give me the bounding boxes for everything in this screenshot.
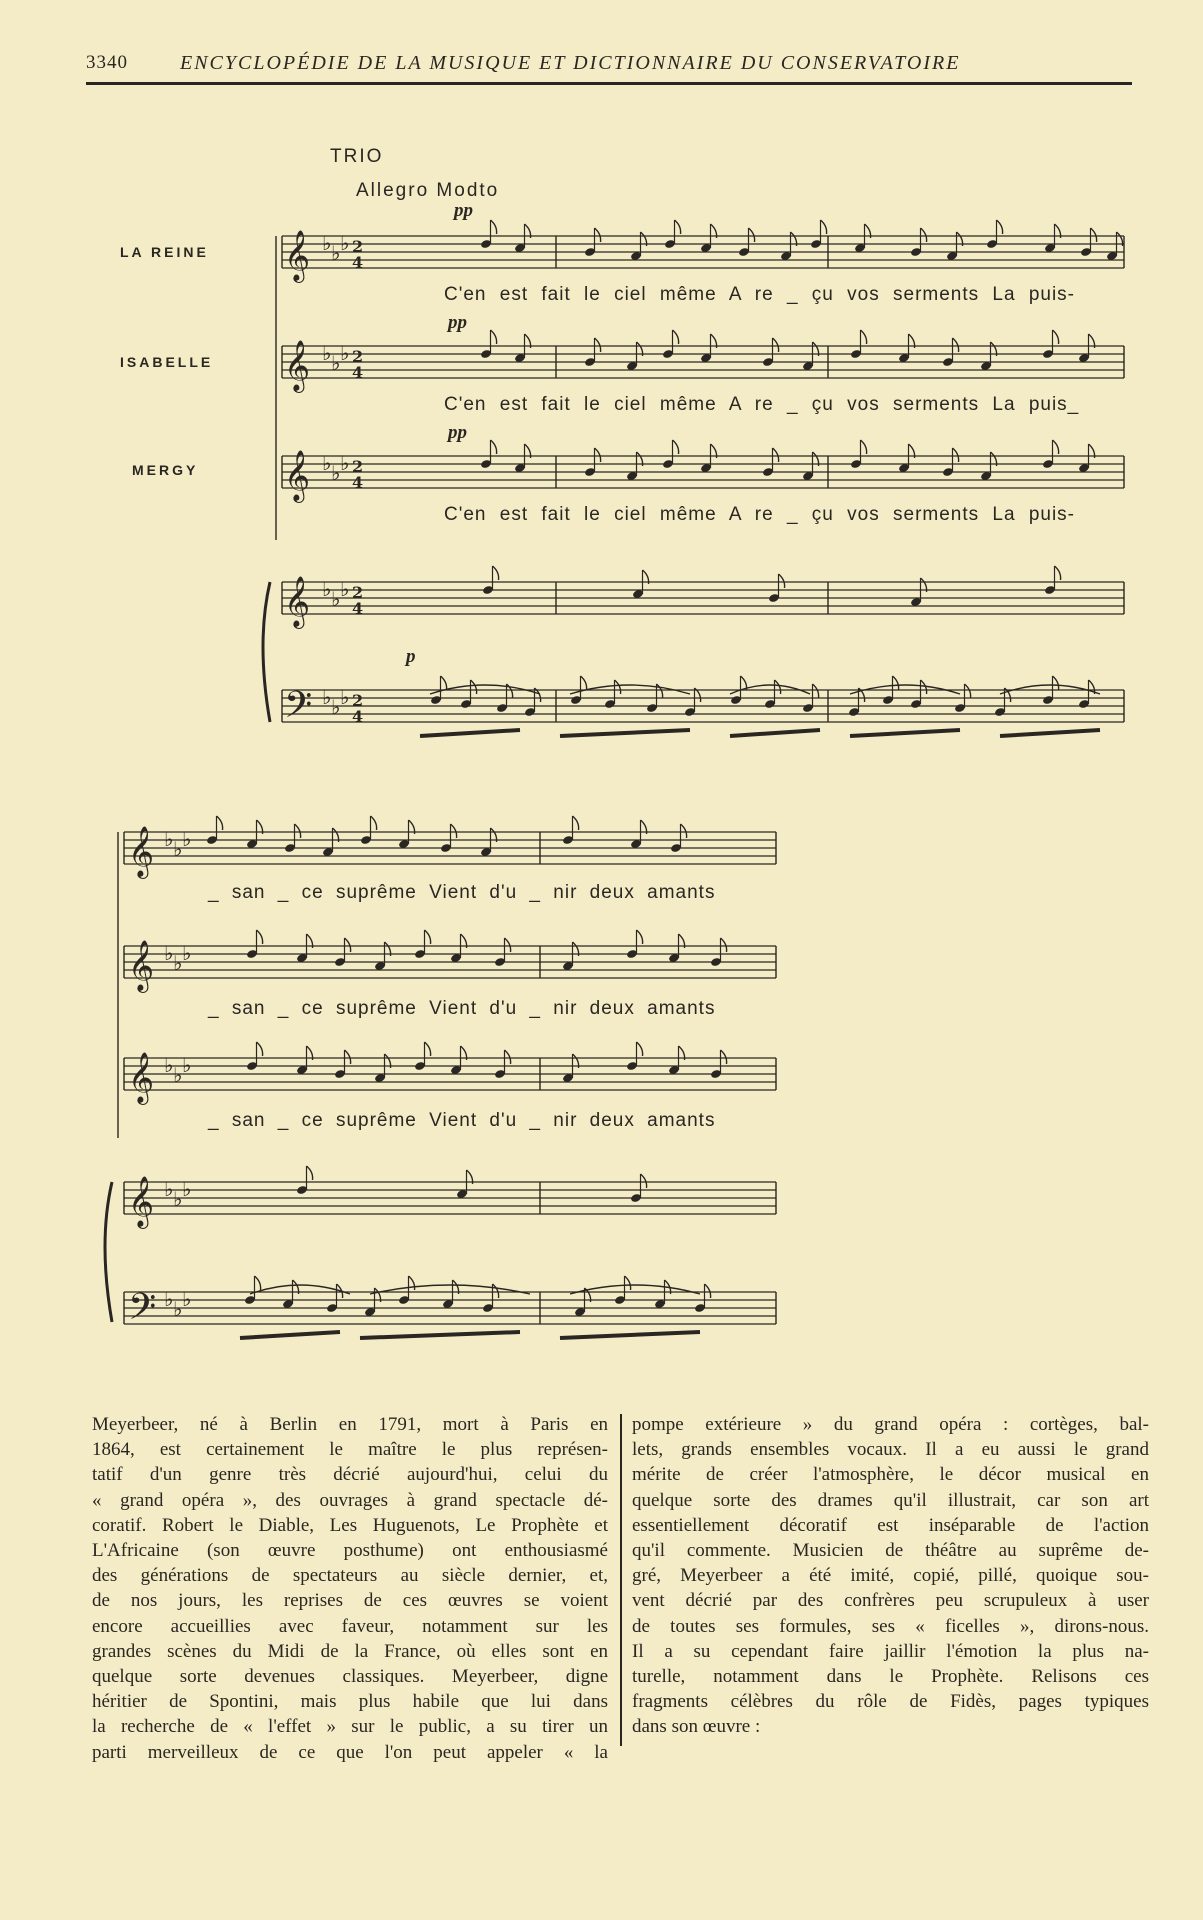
text-line: L'Africaine (son œuvre posthume) ont enthousiasmé [92,1540,608,1562]
text-line: encore accueillies avec faveur, notamment sur les [92,1615,608,1637]
flat-sign: ♭ [173,951,183,975]
piano-brace-icon [105,1182,112,1322]
flat-sign: ♭ [173,1297,183,1321]
flat-sign: ♭ [164,1053,174,1077]
text-line: essentiellement décoratif est inséparable de l'action [632,1514,1149,1536]
text-line: turelle, notamment dans le Prophète. Relisons ces [632,1666,1149,1688]
piano-rh-note-flag [779,574,785,588]
mergy-note-flag [595,448,601,462]
isabelle-s2-note-flag [345,938,351,952]
flat-sign: ♭ [340,451,350,475]
lyrics-mergy-system2: _ san _ ce suprême Vient d'u _ nir deux amants [208,1110,716,1131]
text-line: dans son œuvre : [632,1716,761,1738]
flat-sign: ♭ [182,1287,192,1311]
treble-clef-icon: 𝄞 [128,1052,155,1103]
flat-sign: ♭ [322,577,332,601]
flat-sign: ♭ [173,1187,183,1211]
reine-note-flag [595,228,601,242]
flat-sign: ♭ [173,837,183,861]
text-line: gré, Meyerbeer a été imité, copié, pillé, quoique sou- [632,1565,1149,1587]
beam [420,730,520,736]
isabelle-note-flag [953,338,959,352]
beam [560,1332,700,1338]
text-line: lets, grands ensembles vocaux. Il a eu aussi le grand [632,1439,1149,1461]
mergy-s2-note-flag [345,1050,351,1064]
mergy-s2-note-flag [505,1050,511,1064]
treble-clef-icon: 𝄞 [284,340,311,391]
beam [360,1332,520,1338]
mergy-s2-note-flag [721,1050,727,1064]
time-signature-bottom: 4 [352,363,364,382]
flat-sign: ♭ [331,241,341,265]
time-signature-bottom: 4 [352,599,364,618]
text-line: de nos jours, les reprises de ces œuvres se voient [92,1590,608,1612]
piano-lh-s2-note-flag [625,1276,631,1290]
beam [850,730,960,736]
treble-clef-icon: 𝄞 [284,450,311,501]
reine-note-flag [749,228,755,242]
text-line: des générations de spectateurs au siècle dernier, et, [92,1565,608,1587]
text-line: grandes scènes du Midi de la France, où elles sont en [92,1640,608,1662]
time-signature-bottom: 4 [352,253,364,272]
piano-lh-note-flag [965,684,971,698]
reine-note-flag [821,220,827,234]
text-line: mérite de créer l'atmosphère, le décor musical en [632,1464,1149,1486]
flat-sign: ♭ [322,231,332,255]
flat-sign: ♭ [182,1053,192,1077]
dynamic-pp-isabelle: pp [448,312,467,333]
flat-sign: ♭ [331,587,341,611]
text-column-right [632,1412,1149,1740]
flat-sign: ♭ [340,577,350,601]
flat-sign: ♭ [322,341,332,365]
piano-rh-note-flag [1055,566,1061,580]
piece-title: TRIO [330,146,384,167]
text-line: la recherche de « l'effet » sur le public, a su tirer un [92,1716,608,1738]
isabelle-s2-note-flag [721,938,727,952]
time-signature-top: 2 [352,583,364,602]
piano-lh-note-flag [441,676,447,690]
text-line: 1864, est certainement le maître le plus représen- [92,1439,608,1461]
lyrics-reine-system1: C'en est fait le ciel même A re _ çu vos serments La puis- [444,284,1076,305]
piano-lh-note-flag [657,684,663,698]
beam [1000,730,1100,736]
reine-s2-note-flag [217,816,223,830]
text-line: vent décrié par des confrères peu scrupuleux à user [632,1590,1149,1612]
mergy-note-flag [491,440,497,454]
piano-lh-note-flag [813,684,819,698]
text-line: coratif. Robert le Diable, Les Huguenots, Le Prophète et [92,1514,608,1536]
text-line: héritier de Spontini, mais plus habile que lui dans [92,1691,608,1713]
beam [730,730,820,736]
beam [560,730,690,736]
isabelle-s2-note-flag [257,930,263,944]
time-signature-top: 2 [352,691,364,710]
column-divider [620,1414,622,1746]
reine-s2-note-flag [451,824,457,838]
bass-clef-icon: 𝄢 [284,684,313,735]
dynamic-pp-mergy: pp [448,422,467,443]
reine-s2-note-flag [681,824,687,838]
flat-sign: ♭ [322,451,332,475]
mergy-note-flag [673,440,679,454]
dynamic-p-piano: p [406,646,416,667]
piano-brace-icon [263,582,270,722]
text-line: de toutes ses formules, ses « ficelles », dirons-nous. [632,1615,1149,1637]
isabelle-note-flag [773,338,779,352]
text-line: quelque sorte des drames qu'il illustrait, car son art [632,1489,1149,1511]
text-line: tatif d'un genre très décrié aujourd'hui, celui du [92,1464,608,1486]
flat-sign: ♭ [182,1177,192,1201]
mergy-note-flag [861,440,867,454]
flat-sign: ♭ [340,341,350,365]
treble-clef-icon: 𝄞 [128,1176,155,1227]
piano-rh-s2-note-flag [307,1166,313,1180]
text-line: Il a su cependant faire jaillir l'émotion la plus na- [632,1640,1149,1662]
piano-rh-s2-note-flag [641,1174,647,1188]
reine-note-flag [997,220,1003,234]
reine-note-flag [675,220,681,234]
flat-sign: ♭ [331,695,341,719]
isabelle-note-flag [861,330,867,344]
text-column-left [92,1412,608,1765]
bass-clef-icon: 𝄢 [128,1286,157,1337]
text-line: « grand opéra », des ouvrages à grand spectacle dé- [92,1489,608,1511]
flat-sign: ♭ [340,231,350,255]
running-head: ENCYCLOPÉDIE DE LA MUSIQUE ET DICTIONNAIRE DU CONSERVATOIRE [180,52,961,74]
reine-s2-note-flag [295,824,301,838]
piano-lh-note-flag [893,676,899,690]
text-line: quelque sorte devenues classiques. Meyerbeer, digne [92,1666,608,1688]
text-line: pompe extérieure » du grand opéra : cortèges, bal- [632,1414,1149,1435]
isabelle-note-flag [673,330,679,344]
time-signature-bottom: 4 [352,707,364,726]
treble-clef-icon: 𝄞 [284,576,311,627]
piano-lh-note-flag [471,680,477,694]
text-line: Meyerbeer, né à Berlin en 1791, mort à Paris en [92,1414,608,1435]
flat-sign: ♭ [182,827,192,851]
text-line: qu'il commente. Musicien de théâtre au suprême de- [632,1540,1149,1562]
treble-clef-icon: 𝄞 [128,940,155,991]
piano-rh-note-flag [493,566,499,580]
isabelle-s2-note-flag [637,930,643,944]
isabelle-note-flag [595,338,601,352]
reine-note-flag [491,220,497,234]
flat-sign: ♭ [164,827,174,851]
lyrics-isabelle-system1: C'en est fait le ciel même A re _ çu vos serments La puis_ [444,394,1080,415]
piano-lh-note-flag [921,680,927,694]
beam [240,1332,340,1338]
reine-note-flag [921,228,927,242]
isabelle-s2-note-flag [505,938,511,952]
reine-note-flag [1091,228,1097,242]
flat-sign: ♭ [322,685,332,709]
mergy-note-flag [953,448,959,462]
piano-lh-s2-note-flag [705,1284,711,1298]
reine-s2-note-flag [371,816,377,830]
piano-lh-note-flag [1053,676,1059,690]
mergy-s2-note-flag [637,1042,643,1056]
reine-s2-note-flag [573,816,579,830]
piano-lh-s2-note-flag [255,1276,261,1290]
piano-lh-note-flag [581,676,587,690]
flat-sign: ♭ [164,941,174,965]
lyrics-isabelle-system2: _ san _ ce suprême Vient d'u _ nir deux amants [208,998,716,1019]
flat-sign: ♭ [164,1177,174,1201]
voice-label-la-reine: LA REINE [120,244,209,260]
treble-clef-icon: 𝄞 [284,230,311,281]
time-signature-bottom: 4 [352,473,364,492]
piano-lh-note-flag [615,680,621,694]
mergy-note-flag [1053,440,1059,454]
text-line: fragments célèbres du rôle de Fidès, pages typiques [632,1691,1149,1713]
flat-sign: ♭ [340,685,350,709]
page-number: 3340 [86,52,128,73]
isabelle-note-flag [491,330,497,344]
flat-sign: ♭ [164,1287,174,1311]
time-signature-top: 2 [352,237,364,256]
dynamic-pp-reine: pp [454,200,473,221]
text-line: parti merveilleux de ce que l'on peut appeler « la [92,1741,608,1763]
tempo-marking: Allegro Modto [356,180,500,201]
mergy-note-flag [773,448,779,462]
time-signature-top: 2 [352,457,364,476]
voice-label-isabelle: ISABELLE [120,354,214,370]
piano-lh-s2-note-flag [493,1284,499,1298]
lyrics-mergy-system1: C'en est fait le ciel même A re _ çu vos serments La puis- [444,504,1076,525]
voice-label-mergy: MERGY [132,462,199,478]
flat-sign: ♭ [173,1063,183,1087]
time-signature-top: 2 [352,347,364,366]
isabelle-s2-note-flag [425,930,431,944]
flat-sign: ♭ [331,461,341,485]
piano-lh-note-flag [775,680,781,694]
flat-sign: ♭ [331,351,341,375]
lyrics-reine-system2: _ san _ ce suprême Vient d'u _ nir deux amants [208,882,716,903]
mergy-s2-note-flag [257,1042,263,1056]
treble-clef-icon: 𝄞 [128,826,155,877]
mergy-s2-note-flag [425,1042,431,1056]
flat-sign: ♭ [182,941,192,965]
isabelle-note-flag [1053,330,1059,344]
